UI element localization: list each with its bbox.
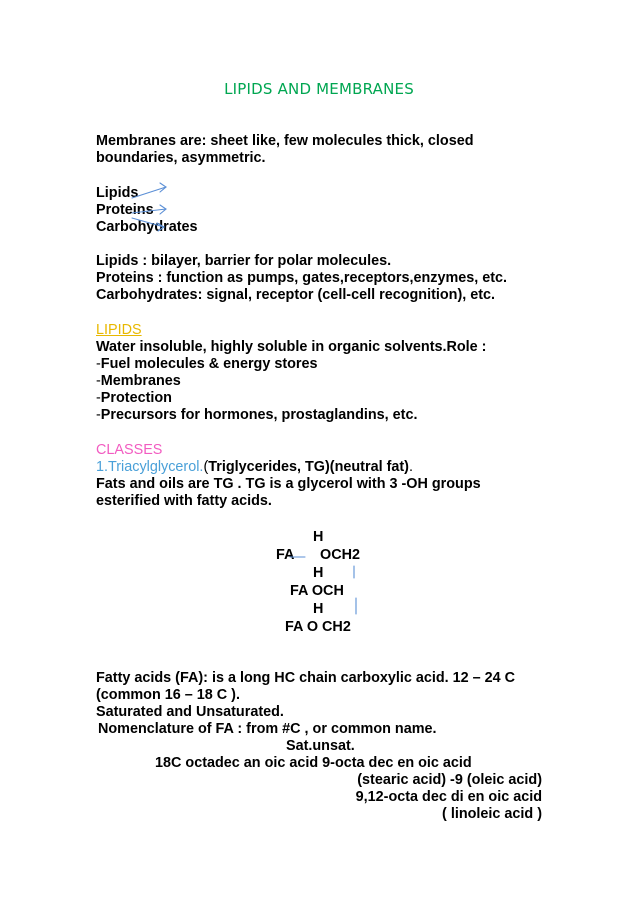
- component-lipids: Lipids: [96, 185, 139, 201]
- fa-example-2: (stearic acid) -9 (oleic acid): [357, 772, 542, 788]
- role-lipids: Lipids : bilayer, barrier for polar molecules.: [96, 253, 392, 269]
- fatty-acids-line-3: Saturated and Unsaturated.: [96, 704, 284, 720]
- fa-example-4: ( linoleic acid ): [442, 806, 542, 822]
- structure-h-3: H: [313, 601, 324, 617]
- page-title: LIPIDS AND MEMBRANES: [224, 80, 414, 98]
- annotation-arrow-3: [132, 218, 164, 227]
- lipid-role-precursors: -Precursors for hormones, prostaglandins, etc.: [96, 407, 418, 423]
- structure-h-1: H: [313, 529, 324, 545]
- lipids-description: Water insoluble, highly soluble in organic solvents.Role :: [96, 339, 487, 355]
- lipid-role-membranes: -Membranes: [96, 373, 181, 389]
- intro-line-2: boundaries, asymmetric.: [96, 150, 266, 166]
- structure-row-2: FA OCH: [290, 583, 344, 599]
- classes-line-2: Fats and oils are TG . TG is a glycerol with 3 -OH groups: [96, 476, 481, 492]
- classes-item-triacylglycerol: 1.Triacylglycerol.(Triglycerides, TG)(neutral fat).: [96, 459, 413, 475]
- structure-h-2: H: [313, 565, 324, 581]
- lipids-heading: LIPIDS: [96, 322, 142, 338]
- fa-example-3: 9,12-octa dec di en oic acid: [355, 789, 542, 805]
- sat-unsat-label: Sat.unsat.: [286, 738, 355, 754]
- lipid-role-fuel: -Fuel molecules & energy stores: [96, 356, 318, 372]
- role-carbohydrates: Carbohydrates: signal, receptor (cell-cell recognition), etc.: [96, 287, 496, 303]
- structure-row-3: FA O CH2: [285, 619, 351, 635]
- fatty-acids-line-1: Fatty acids (FA): is a long HC chain carboxylic acid. 12 – 24 C: [96, 670, 516, 686]
- fatty-acids-line-2: (common 16 – 18 C ).: [96, 687, 240, 703]
- fa-example-1: 18C octadec an oic acid 9-octa dec en oic acid: [155, 755, 472, 771]
- component-carbohydrates: Carbohydrates: [96, 219, 198, 235]
- intro-line-1: Membranes are: sheet like, few molecules thick, closed: [96, 133, 474, 149]
- component-proteins: Proteins: [96, 202, 154, 218]
- annotation-arrow-2: [132, 209, 166, 213]
- role-proteins: Proteins : function as pumps, gates,receptors,enzymes, etc.: [96, 270, 508, 286]
- structure-och2-1: OCH2: [320, 547, 360, 563]
- annotation-arrowhead-3: [157, 223, 164, 231]
- structure-fa-1: FA: [276, 547, 295, 563]
- classes-heading: CLASSES: [96, 442, 163, 458]
- lipid-role-protection: -Protection: [96, 390, 172, 406]
- classes-line-3: esterified with fatty acids.: [96, 493, 272, 509]
- annotation-arrow-1: [132, 187, 166, 198]
- fatty-acids-line-4: Nomenclature of FA : from #C , or common name.: [98, 721, 437, 737]
